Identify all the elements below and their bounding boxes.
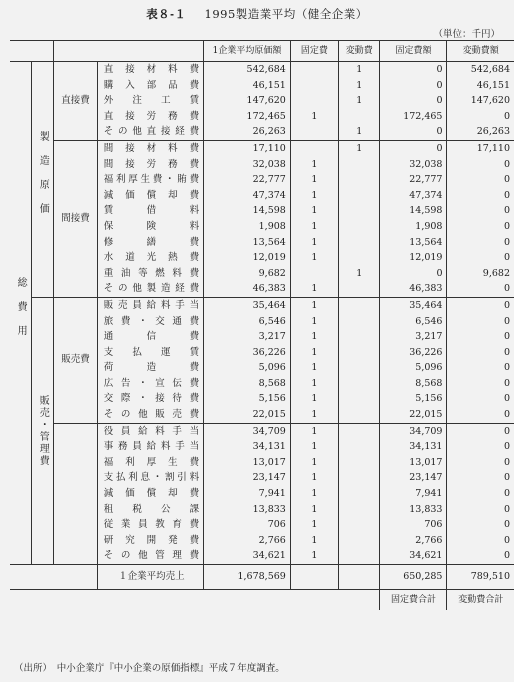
cost-item: 支払利息・割引料 — [97, 470, 203, 486]
cost-item: 直接材料費 — [97, 62, 203, 78]
sga-cost-label: 販売・管理費 — [31, 297, 54, 564]
fixed-amount-value: 34,131 — [380, 439, 447, 455]
cost-item: 役員給料手当 — [97, 423, 203, 439]
summary-label: １企業平均売上 — [97, 565, 203, 590]
variable-flag — [339, 376, 380, 392]
variable-flag — [339, 188, 380, 204]
fixed-amount-value: 23,147 — [380, 470, 447, 486]
fixed-flag: 1 — [290, 360, 338, 376]
cost-item: 旅費・交通費 — [97, 314, 203, 330]
avg-cost-value: 8,568 — [204, 376, 291, 392]
fixed-amount-value: 2,766 — [380, 533, 447, 549]
cost-item: 減価償却費 — [97, 188, 203, 204]
avg-cost-value: 542,684 — [204, 62, 291, 78]
variable-flag — [339, 502, 380, 518]
fixed-flag: 1 — [290, 502, 338, 518]
variable-amount-value: 0 — [447, 439, 514, 455]
fixed-amount-value: 14,598 — [380, 203, 447, 219]
variable-flag — [339, 235, 380, 251]
avg-cost-value: 14,598 — [204, 203, 291, 219]
avg-cost-value: 47,374 — [204, 188, 291, 204]
fixed-amount-value: 32,038 — [380, 157, 447, 173]
variable-amount-value: 0 — [447, 314, 514, 330]
cost-item: 外注工賃 — [97, 93, 203, 109]
fixed-flag: 1 — [290, 533, 338, 549]
avg-cost-value: 17,110 — [204, 140, 291, 156]
header-variable-amount: 変動費額 — [447, 41, 514, 62]
cost-item: 通信費 — [97, 329, 203, 345]
fixed-flag: 1 — [290, 423, 338, 439]
table-caption: 1995製造業平均（健全企業） — [204, 7, 368, 21]
header-row — [10, 41, 514, 62]
variable-amount-value: 17,110 — [447, 140, 514, 156]
variable-flag — [339, 172, 380, 188]
fixed-flag — [290, 78, 338, 94]
table-row — [10, 140, 514, 156]
variable-flag — [339, 297, 380, 313]
fixed-flag: 1 — [290, 517, 338, 533]
avg-cost-value: 32,038 — [204, 157, 291, 173]
variable-amount-value: 9,682 — [447, 266, 514, 282]
variable-amount-value: 0 — [447, 455, 514, 471]
avg-cost-value: 34,709 — [204, 423, 291, 439]
cost-item: 販売員給料手当 — [97, 297, 203, 313]
avg-cost-value: 46,383 — [204, 281, 291, 297]
fixed-amount-value: 34,709 — [380, 423, 447, 439]
avg-cost-value: 6,546 — [204, 314, 291, 330]
variable-flag — [339, 345, 380, 361]
fixed-flag: 1 — [290, 470, 338, 486]
avg-cost-value: 9,682 — [204, 266, 291, 282]
avg-cost-value: 12,019 — [204, 250, 291, 266]
variable-amount-value: 0 — [447, 360, 514, 376]
variable-flag — [339, 157, 380, 173]
avg-cost-value: 22,777 — [204, 172, 291, 188]
variable-flag — [339, 250, 380, 266]
variable-amount-value: 0 — [447, 297, 514, 313]
summary-row — [10, 565, 514, 590]
avg-cost-value: 2,766 — [204, 533, 291, 549]
avg-cost-value: 147,620 — [204, 93, 291, 109]
table-row — [10, 62, 514, 78]
cost-item: 支払運賃 — [97, 345, 203, 361]
cost-item: 減価償却費 — [97, 486, 203, 502]
avg-cost-value: 13,833 — [204, 502, 291, 518]
fixed-amount-value: 0 — [380, 140, 447, 156]
cost-item: 間接労務費 — [97, 157, 203, 173]
fixed-flag: 1 — [290, 439, 338, 455]
source-note: （出所） 中小企業庁『中小企業の原価指標』平成７年度調査。 — [14, 663, 285, 674]
fixed-amount-value: 47,374 — [380, 188, 447, 204]
variable-total-label: 変動費合計 — [447, 590, 514, 611]
fixed-flag — [290, 266, 338, 282]
fixed-amount-value: 0 — [380, 266, 447, 282]
table-row — [10, 423, 514, 439]
cost-item: 交際・接待費 — [97, 391, 203, 407]
cost-item: 修繕費 — [97, 235, 203, 251]
fixed-flag: 1 — [290, 250, 338, 266]
variable-flag: 1 — [339, 62, 380, 78]
fixed-flag — [290, 62, 338, 78]
fixed-amount-value: 8,568 — [380, 376, 447, 392]
fixed-flag — [290, 93, 338, 109]
fixed-amount-value: 13,017 — [380, 455, 447, 471]
avg-cost-value: 34,621 — [204, 548, 291, 564]
variable-amount-value: 0 — [447, 502, 514, 518]
variable-amount-value: 0 — [447, 250, 514, 266]
variable-amount-value: 0 — [447, 517, 514, 533]
variable-amount-value: 0 — [447, 407, 514, 423]
variable-amount-value: 0 — [447, 423, 514, 439]
header-avg-cost: 1企業平均原価額 — [204, 41, 291, 62]
summary-amount: 1,678,569 — [204, 565, 291, 590]
variable-amount-value: 0 — [447, 219, 514, 235]
variable-amount-value: 0 — [447, 235, 514, 251]
footer-row — [10, 590, 514, 611]
variable-flag — [339, 203, 380, 219]
fixed-amount-value: 22,015 — [380, 407, 447, 423]
fixed-flag — [290, 140, 338, 156]
variable-flag — [339, 439, 380, 455]
cost-item: 荷造費 — [97, 360, 203, 376]
variable-amount-value: 0 — [447, 533, 514, 549]
avg-cost-value: 5,096 — [204, 360, 291, 376]
variable-amount-value: 0 — [447, 188, 514, 204]
table-number: 表８-１ — [146, 9, 187, 21]
variable-flag: 1 — [339, 124, 380, 140]
avg-cost-value: 36,226 — [204, 345, 291, 361]
fixed-flag: 1 — [290, 376, 338, 392]
variable-amount-value: 0 — [447, 376, 514, 392]
variable-flag — [339, 281, 380, 297]
fixed-amount-value: 34,621 — [380, 548, 447, 564]
total-cost-label: 総費用 — [15, 277, 27, 349]
fixed-amount-value: 3,217 — [380, 329, 447, 345]
variable-amount-value: 0 — [447, 109, 514, 125]
variable-flag — [339, 470, 380, 486]
fixed-amount-value: 35,464 — [380, 297, 447, 313]
fixed-amount-value: 13,833 — [380, 502, 447, 518]
variable-flag: 1 — [339, 140, 380, 156]
variable-flag — [339, 407, 380, 423]
unit-note: （単位：千円） — [433, 29, 500, 40]
avg-cost-value: 13,564 — [204, 235, 291, 251]
avg-cost-value: 13,017 — [204, 455, 291, 471]
variable-flag — [339, 219, 380, 235]
admin-group-label — [54, 423, 97, 564]
fixed-amount-value: 13,564 — [380, 235, 447, 251]
variable-flag — [339, 391, 380, 407]
fixed-flag: 1 — [290, 235, 338, 251]
fixed-flag: 1 — [290, 281, 338, 297]
variable-flag — [339, 109, 380, 125]
avg-cost-value: 1,908 — [204, 219, 291, 235]
cost-item: 従業員教育費 — [97, 517, 203, 533]
fixed-flag: 1 — [290, 486, 338, 502]
variable-amount-value: 542,684 — [447, 62, 514, 78]
variable-amount-value: 0 — [447, 391, 514, 407]
manufacturing-cost-label: 製造原価 — [31, 62, 54, 298]
fixed-amount-value: 0 — [380, 124, 447, 140]
avg-cost-value: 46,151 — [204, 78, 291, 94]
avg-cost-value: 5,156 — [204, 391, 291, 407]
fixed-flag: 1 — [290, 329, 338, 345]
fixed-flag — [290, 124, 338, 140]
avg-cost-value: 22,015 — [204, 407, 291, 423]
variable-amount-value: 0 — [447, 203, 514, 219]
header-fixed-amount: 固定費額 — [380, 41, 447, 62]
fixed-amount-value: 6,546 — [380, 314, 447, 330]
avg-cost-value: 35,464 — [204, 297, 291, 313]
fixed-flag: 1 — [290, 188, 338, 204]
variable-amount-value: 0 — [447, 486, 514, 502]
variable-flag: 1 — [339, 78, 380, 94]
header-variable: 変動費 — [339, 41, 380, 62]
fixed-amount-value: 46,383 — [380, 281, 447, 297]
fixed-amount-value: 12,019 — [380, 250, 447, 266]
variable-amount-value: 147,620 — [447, 93, 514, 109]
cost-item: 福利厚生費 — [97, 455, 203, 471]
fixed-flag: 1 — [290, 314, 338, 330]
avg-cost-value: 34,131 — [204, 439, 291, 455]
cost-item: その他直接経費 — [97, 124, 203, 140]
indirect-group-label: 間接費 — [54, 140, 97, 297]
variable-amount-value: 0 — [447, 345, 514, 361]
variable-flag — [339, 533, 380, 549]
direct-group-label: 直接費 — [54, 62, 97, 141]
variable-flag — [339, 455, 380, 471]
variable-flag: 1 — [339, 93, 380, 109]
fixed-amount-value: 172,465 — [380, 109, 447, 125]
fixed-amount-value: 0 — [380, 62, 447, 78]
table-row — [10, 297, 514, 313]
cost-item: 福利厚生費・賄費 — [97, 172, 203, 188]
cost-item: 事務員給料手当 — [97, 439, 203, 455]
cost-table — [10, 40, 514, 610]
fixed-amount-value: 7,941 — [380, 486, 447, 502]
fixed-flag: 1 — [290, 407, 338, 423]
fixed-flag: 1 — [290, 455, 338, 471]
table-title — [0, 6, 514, 22]
cost-item: その他販売費 — [97, 407, 203, 423]
header-blank — [10, 41, 54, 62]
fixed-flag: 1 — [290, 203, 338, 219]
variable-amount-value: 26,263 — [447, 124, 514, 140]
fixed-flag: 1 — [290, 157, 338, 173]
fixed-amount-value: 5,156 — [380, 391, 447, 407]
avg-cost-value: 172,465 — [204, 109, 291, 125]
sales-group-label: 販売費 — [54, 297, 97, 423]
variable-amount-value: 0 — [447, 548, 514, 564]
avg-cost-value: 3,217 — [204, 329, 291, 345]
cost-item: 租税公課 — [97, 502, 203, 518]
cost-item: 直接労務費 — [97, 109, 203, 125]
variable-flag — [339, 517, 380, 533]
header-fixed: 固定費 — [290, 41, 338, 62]
fixed-total: 650,285 — [380, 565, 447, 590]
cost-item: 広告・宣伝費 — [97, 376, 203, 392]
fixed-flag: 1 — [290, 219, 338, 235]
fixed-amount-value: 36,226 — [380, 345, 447, 361]
variable-flag: 1 — [339, 266, 380, 282]
cost-item: その他製造経費 — [97, 281, 203, 297]
header-blank-2 — [54, 41, 204, 62]
variable-flag — [339, 360, 380, 376]
cost-item: 保険料 — [97, 219, 203, 235]
fixed-total-label: 固定費合計 — [380, 590, 447, 611]
cost-item: 間接材料費 — [97, 140, 203, 156]
fixed-amount-value: 0 — [380, 93, 447, 109]
variable-flag — [339, 329, 380, 345]
cost-item: 研究開発費 — [97, 533, 203, 549]
cost-item: 購入部品費 — [97, 78, 203, 94]
cost-item: その他管理費 — [97, 548, 203, 564]
fixed-flag: 1 — [290, 548, 338, 564]
variable-amount-value: 0 — [447, 281, 514, 297]
variable-flag — [339, 423, 380, 439]
variable-amount-value: 0 — [447, 329, 514, 345]
variable-amount-value: 0 — [447, 172, 514, 188]
cost-item: 水道光熱費 — [97, 250, 203, 266]
fixed-flag: 1 — [290, 172, 338, 188]
fixed-flag: 1 — [290, 297, 338, 313]
avg-cost-value: 706 — [204, 517, 291, 533]
variable-flag — [339, 548, 380, 564]
cost-item: 重油等燃料費 — [97, 266, 203, 282]
variable-amount-value: 0 — [447, 157, 514, 173]
fixed-amount-value: 0 — [380, 78, 447, 94]
fixed-amount-value: 706 — [380, 517, 447, 533]
variable-flag — [339, 486, 380, 502]
variable-flag — [339, 314, 380, 330]
fixed-amount-value: 1,908 — [380, 219, 447, 235]
avg-cost-value: 26,263 — [204, 124, 291, 140]
fixed-flag: 1 — [290, 109, 338, 125]
fixed-amount-value: 5,096 — [380, 360, 447, 376]
avg-cost-value: 23,147 — [204, 470, 291, 486]
fixed-flag: 1 — [290, 345, 338, 361]
variable-amount-value: 46,151 — [447, 78, 514, 94]
cost-item: 賃借料 — [97, 203, 203, 219]
variable-total: 789,510 — [447, 565, 514, 590]
fixed-flag: 1 — [290, 391, 338, 407]
fixed-amount-value: 22,777 — [380, 172, 447, 188]
variable-amount-value: 0 — [447, 470, 514, 486]
avg-cost-value: 7,941 — [204, 486, 291, 502]
